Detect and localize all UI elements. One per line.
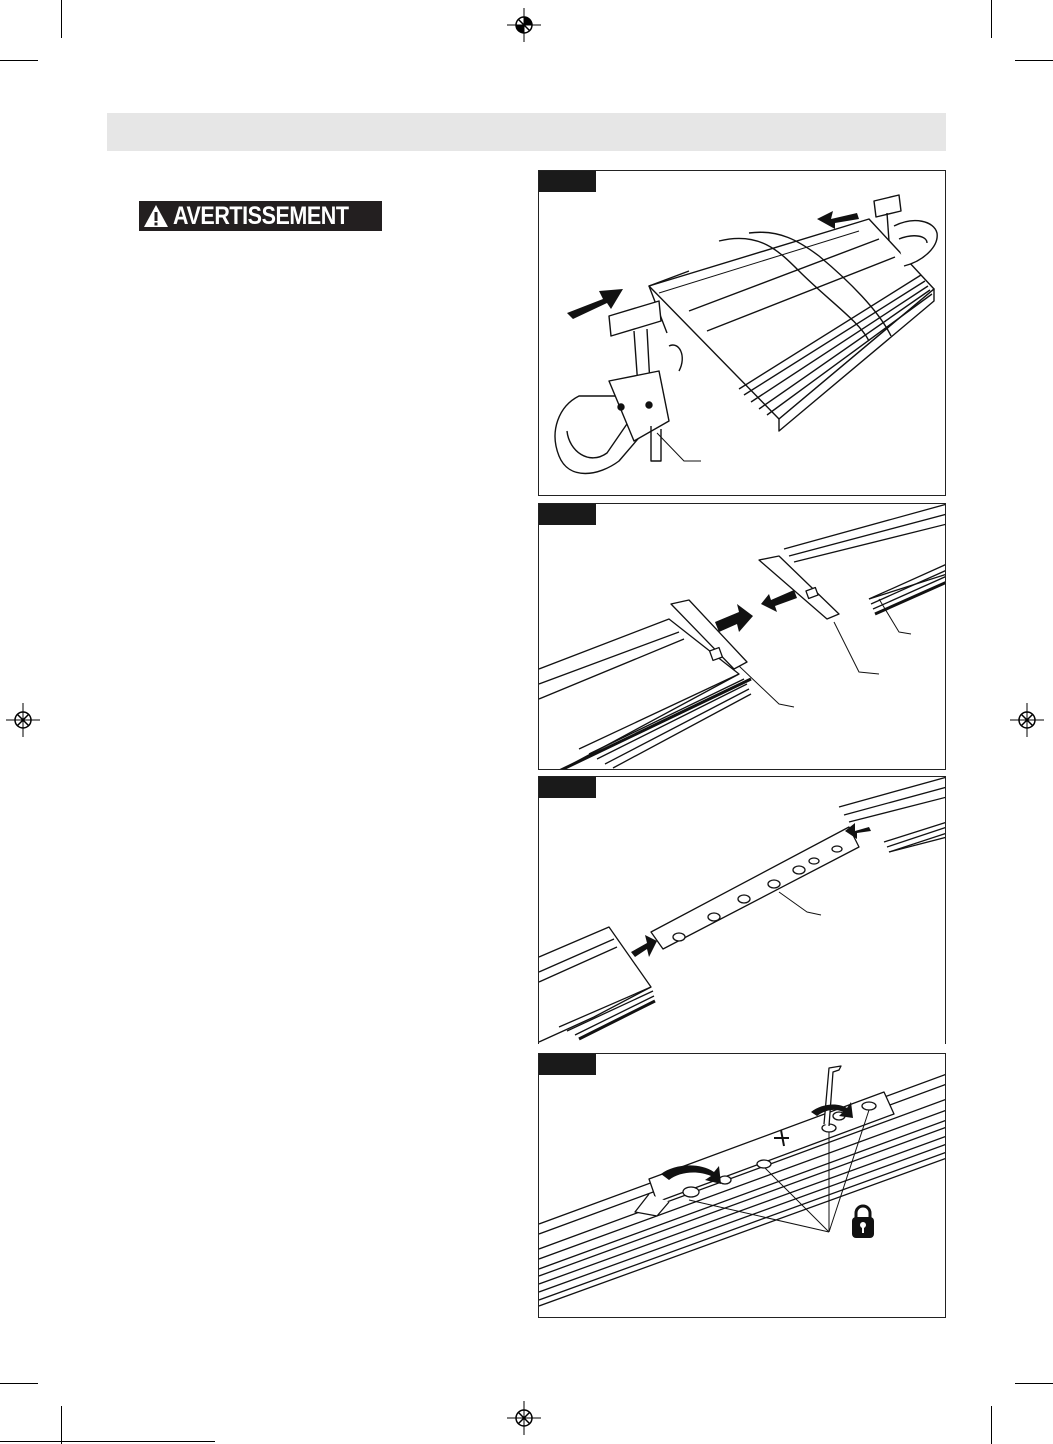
section-header-band: [107, 113, 946, 151]
warning-text: AVERTISSEMENT: [173, 202, 349, 230]
lock-icon: [852, 1206, 874, 1238]
arrow-icon: [631, 935, 657, 957]
crop-mark-top-left-h: [0, 60, 38, 61]
figure-4-illustration: [539, 1054, 946, 1318]
figure-4: [538, 1053, 946, 1318]
crop-mark-bottom-left-v: [61, 1406, 62, 1444]
crop-mark-top-right-h: [1015, 60, 1053, 61]
arrow-icon: [761, 590, 797, 612]
figure-3: [538, 776, 946, 1044]
figure-2: [538, 503, 946, 770]
crop-mark-bottom-right-v: [991, 1406, 992, 1444]
registration-mark-icon: [1010, 703, 1044, 737]
figure-1-illustration: [539, 171, 946, 496]
crop-mark-top-right-v: [991, 0, 992, 38]
registration-mark-icon: [6, 703, 40, 737]
figure-3-illustration: [539, 777, 946, 1044]
crop-mark-bottom-right-h: [1015, 1383, 1053, 1384]
arrow-icon: [715, 604, 753, 632]
crop-mark-top-left-v: [61, 0, 62, 38]
registration-mark-icon: [507, 8, 541, 42]
registration-mark-icon: [507, 1401, 541, 1435]
figure-2-illustration: [539, 504, 946, 770]
figure-1: [538, 170, 946, 496]
bottom-edge-line: [0, 1441, 215, 1442]
warning-label: [139, 201, 382, 231]
warning-triangle-icon: [143, 204, 169, 228]
crop-mark-bottom-left-h: [0, 1383, 38, 1384]
